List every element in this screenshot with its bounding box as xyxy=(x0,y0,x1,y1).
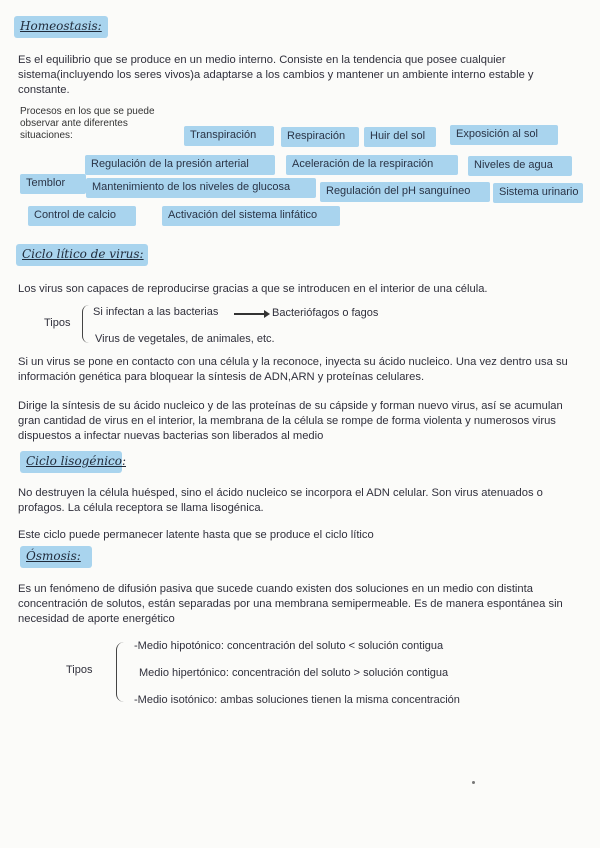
tag-aceleracion-respiracion: Aceleración de la respiración xyxy=(286,155,458,175)
lysogenic-paragraph-2: Este ciclo puede permanecer latente hasta que se produce el ciclo lítico xyxy=(18,529,374,541)
osmosis-types-label: Tipos xyxy=(66,664,93,676)
osmosis-type-hipertonico: Medio hipertónico: concentración del soluto > solución contigua xyxy=(139,667,449,679)
lytic-types-label: Tipos xyxy=(44,317,71,329)
tag-exposicion-al-sol: Exposición al sol xyxy=(450,125,558,145)
lytic-paragraph-2: Dirige la síntesis de su ácido nucleico y de las proteínas de su cápside y forman nuevo virus, así se acumulan gran cantidad de virus en el interior, la membrana de la célula se rompe de forma violenta y numerosos virus dispuestos a infectar nuevas bacterias son liberados al medio xyxy=(18,400,563,442)
lysogenic-paragraph-1: No destruyen la célula huésped, sino el ácido nucleico se incorpora el ADN celular. Son virus atenuados o profagos. La célula receptora se llama lisogénica. xyxy=(18,487,543,514)
tag-huir-del-sol: Huir del sol xyxy=(364,127,436,147)
heading-homeostasis: Homeostasis: xyxy=(14,16,108,38)
ink-dot xyxy=(472,781,475,784)
heading-osmosis: Ósmosis: xyxy=(20,546,92,568)
lytic-type-2: Virus de vegetales, de animales, etc. xyxy=(95,333,275,345)
osmosis-type-isotonico: -Medio isotónico: ambas soluciones tienen la misma concentración xyxy=(134,694,460,706)
lytic-type-1: Si infectan a las bacterias xyxy=(93,306,219,318)
tag-control-calcio: Control de calcio xyxy=(28,206,136,226)
tag-transpiracion: Transpiración xyxy=(184,126,274,146)
tag-ph-sanguineo: Regulación del pH sanguíneo xyxy=(320,182,490,202)
osmosis-paragraph: Es un fenómeno de difusión pasiva que sucede cuando existen dos soluciones en un medio con distinta concentración de solutos, están separadas por una membrana semipermeable. Es de manera espontánea sin necesidad de aporte energético xyxy=(18,583,563,625)
osmosis-type-hipotonico: -Medio hipotónico: concentración del soluto < solución contigua xyxy=(134,640,444,652)
lytic-type-1-result: Bacteriófagos o fagos xyxy=(272,307,379,319)
tag-presion-arterial: Regulación de la presión arterial xyxy=(85,155,275,175)
lytic-brace-icon xyxy=(82,305,89,343)
tag-respiracion: Respiración xyxy=(281,127,359,147)
processes-label: Procesos en los que se puede observar ante diferentes situaciones: xyxy=(20,106,155,141)
tag-niveles-glucosa: Mantenimiento de los niveles de glucosa xyxy=(86,178,316,198)
tag-sistema-linfatico: Activación del sistema linfático xyxy=(162,206,340,226)
tag-temblor: Temblor xyxy=(20,174,86,194)
lytic-intro: Los virus son capaces de reproducirse gracias a que se introducen en el interior de una célula. xyxy=(18,283,488,295)
osmosis-brace-icon xyxy=(116,642,125,702)
heading-ciclo-litico: Ciclo lítico de virus: xyxy=(16,244,148,266)
lytic-paragraph-1: Si un virus se pone en contacto con una célula y la reconoce, inyecta su ácido nucleico. Una vez dentro usa su información genética para bloquear la síntesis de ADN,ARN y proteínas celulares. xyxy=(18,356,568,383)
arrow-right-icon xyxy=(234,313,268,315)
heading-ciclo-lisogenico: Ciclo lisogénico: xyxy=(20,451,122,473)
homeostasis-paragraph: Es el equilibrio que se produce en un medio interno. Consiste en la tendencia que posee cualquier sistema(incluyendo los seres vivos)a adaptarse a los cambios y mantener un ambiente interno estable y constante. xyxy=(18,54,534,96)
tag-sistema-urinario: Sistema urinario xyxy=(493,183,583,203)
tag-niveles-de-agua: Niveles de agua xyxy=(468,156,572,176)
